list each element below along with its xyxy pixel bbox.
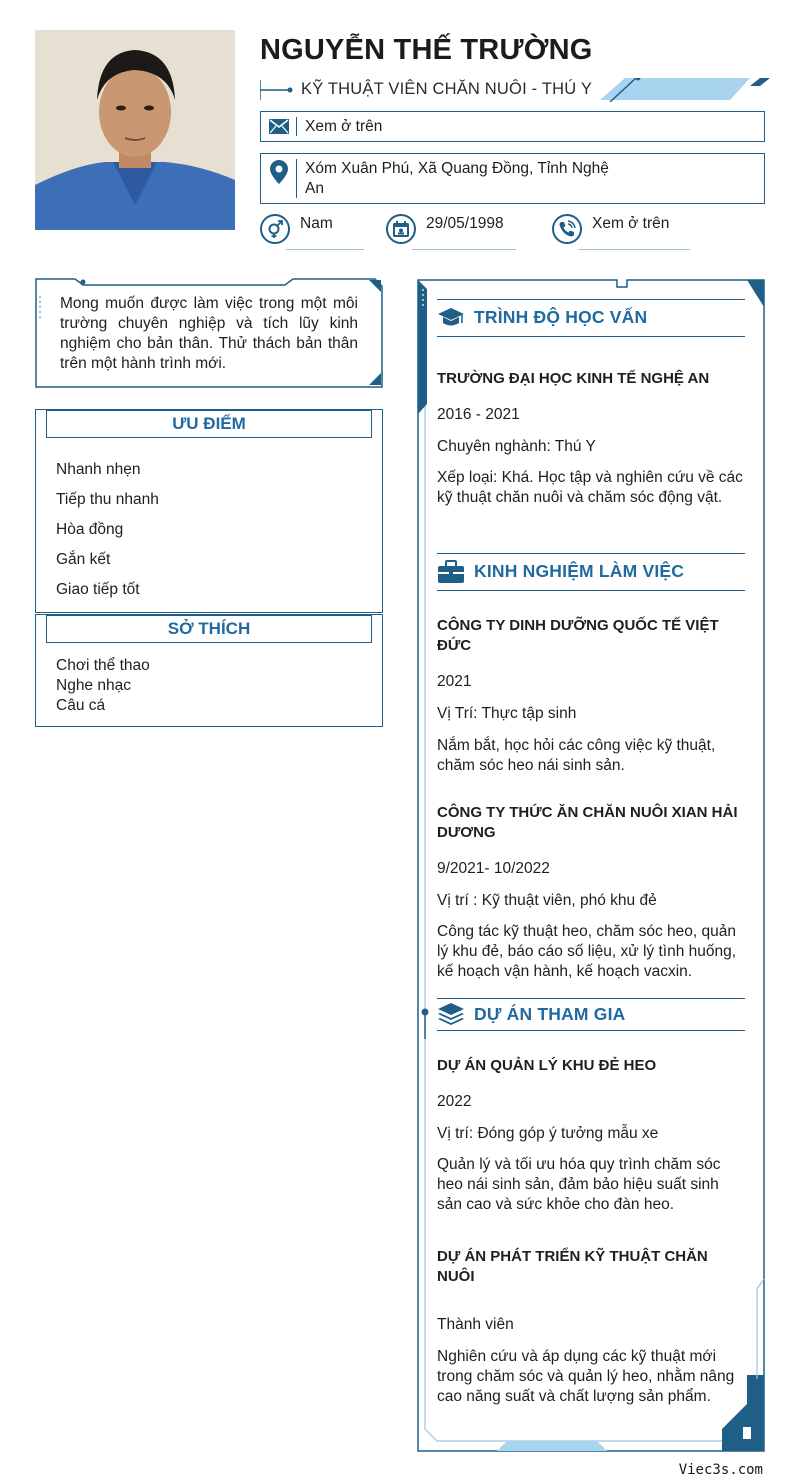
envelope-icon [261, 112, 297, 141]
list-item: Gắn kết [56, 551, 111, 568]
experience-description-2: Công tác kỹ thuật heo, chăm sóc heo, quản lý khu đẻ, báo cáo số liệu, xử lý tình huống, kế hoạch vận hành, kế hoạch vacxin. [437, 923, 737, 980]
email-separator [296, 117, 297, 136]
education-heading-row [437, 299, 745, 337]
birthdate-item [386, 212, 516, 252]
birthdate-underline [412, 249, 516, 250]
gender-item [260, 212, 365, 252]
map-pin-icon [261, 154, 297, 203]
job-title-row [260, 78, 770, 102]
hobbies-section [35, 614, 383, 727]
strengths-list [56, 455, 159, 605]
experience-period-1: 2021 [437, 673, 472, 690]
education-description: Xếp loại: Khá. Học tập và nghiên cứu về các kỹ thuật chăn nuôi và chăm sóc động vật. [437, 469, 743, 506]
strengths-heading: ƯU ĐIỂM [46, 410, 372, 438]
hobbies-heading: SỞ THÍCH [46, 615, 372, 643]
gender-underline [286, 249, 364, 250]
objective-text: Mong muốn được làm việc trong một môi trường chuyên nghiệp và tích lũy kinh nghiệm cho bản thân. Thử thách bản thân trên một hành trình mới. [60, 295, 358, 372]
phone-underline [578, 249, 690, 250]
experience-position-2: Vị trí : Kỹ thuật viên, phó khu đẻ [437, 892, 657, 909]
experience-heading: KINH NGHIỆM LÀM VIỆC [474, 561, 685, 581]
list-item: Chơi thể thao [56, 657, 150, 674]
briefcase-icon [437, 559, 465, 585]
project-description-2: Nghiên cứu và áp dụng các kỹ thuật mới trong chăm sóc và quản lý heo, nhằm nâng cao năng suất và chất lượng sản phẩm. [437, 1348, 735, 1405]
experience-period-2: 9/2021- 10/2022 [437, 860, 550, 877]
gender-value: Nam [300, 215, 333, 232]
education-school: TRƯỜNG ĐẠI HỌC KINH TẾ NGHỆ AN [437, 370, 710, 387]
list-item: Câu cá [56, 697, 106, 714]
address-value: Xóm Xuân Phú, Xã Quang Đồng, Tỉnh Nghệ An [305, 160, 609, 197]
list-item: Nhanh nhẹn [56, 461, 141, 478]
birthdate-value: 29/05/1998 [426, 215, 504, 232]
profile-photo [35, 30, 235, 230]
project-name-2: DỰ ÁN PHÁT TRIỂN KỸ THUẬT CHĂN NUÔI [437, 1248, 708, 1285]
phone-value: Xem ở trên [592, 215, 670, 232]
project-name-1: DỰ ÁN QUẢN LÝ KHU ĐẺ HEO [437, 1057, 657, 1074]
project-role-1: Vị trí: Đóng góp ý tưởng mẫu xe [437, 1125, 659, 1142]
experience-position-1: Vị Trí: Thực tập sinh [437, 705, 577, 722]
address-separator [296, 159, 297, 198]
projects-heading-row [437, 998, 745, 1031]
experience-company-2: CÔNG TY THỨC ĂN CHĂN NUÔI XIAN HẢI DƯƠNG [437, 804, 738, 841]
education-period: 2016 - 2021 [437, 406, 520, 423]
projects-heading: DỰ ÁN THAM GIA [474, 1004, 626, 1024]
experience-heading-row [437, 553, 745, 591]
email-row [260, 111, 765, 142]
phone-item [552, 212, 692, 252]
project-period-1: 2022 [437, 1093, 472, 1110]
address-row [260, 153, 765, 204]
list-item: Hòa đồng [56, 521, 124, 538]
strengths-section [35, 409, 383, 613]
phone-icon [552, 214, 582, 244]
job-title: KỸ THUẬT VIÊN CHĂN NUÔI - THÚ Y [301, 80, 593, 98]
layers-icon [437, 1002, 465, 1028]
education-major: Chuyên nghành: Thú Y [437, 438, 596, 455]
list-item: Nghe nhạc [56, 677, 131, 694]
candidate-name: NGUYỄN THẾ TRƯỜNG [260, 34, 593, 66]
project-description-1: Quản lý và tối ưu hóa quy trình chăm sóc heo nái sinh sản, đảm bảo hiệu suất sinh sản cao và sức khỏe cho đàn heo. [437, 1156, 721, 1213]
project-role-2: Thành viên [437, 1316, 514, 1333]
gender-icon [260, 214, 290, 244]
footer-watermark: Viec3s.com [678, 1462, 763, 1478]
education-heading: TRÌNH ĐỘ HỌC VẤN [474, 307, 648, 327]
list-item: Giao tiếp tốt [56, 581, 140, 598]
list-item: Tiếp thu nhanh [56, 491, 159, 508]
experience-description-1: Nắm bắt, học hỏi các công việc kỹ thuật, chăm sóc heo nái sinh sản. [437, 737, 716, 774]
email-value: Xem ở trên [305, 118, 383, 135]
experience-company-1: CÔNG TY DINH DƯỠNG QUỐC TẾ VIỆT ĐỨC [437, 617, 719, 654]
graduation-cap-icon [437, 305, 465, 331]
career-objective [35, 278, 383, 388]
calendar-icon [386, 214, 416, 244]
hobbies-list [56, 656, 150, 716]
